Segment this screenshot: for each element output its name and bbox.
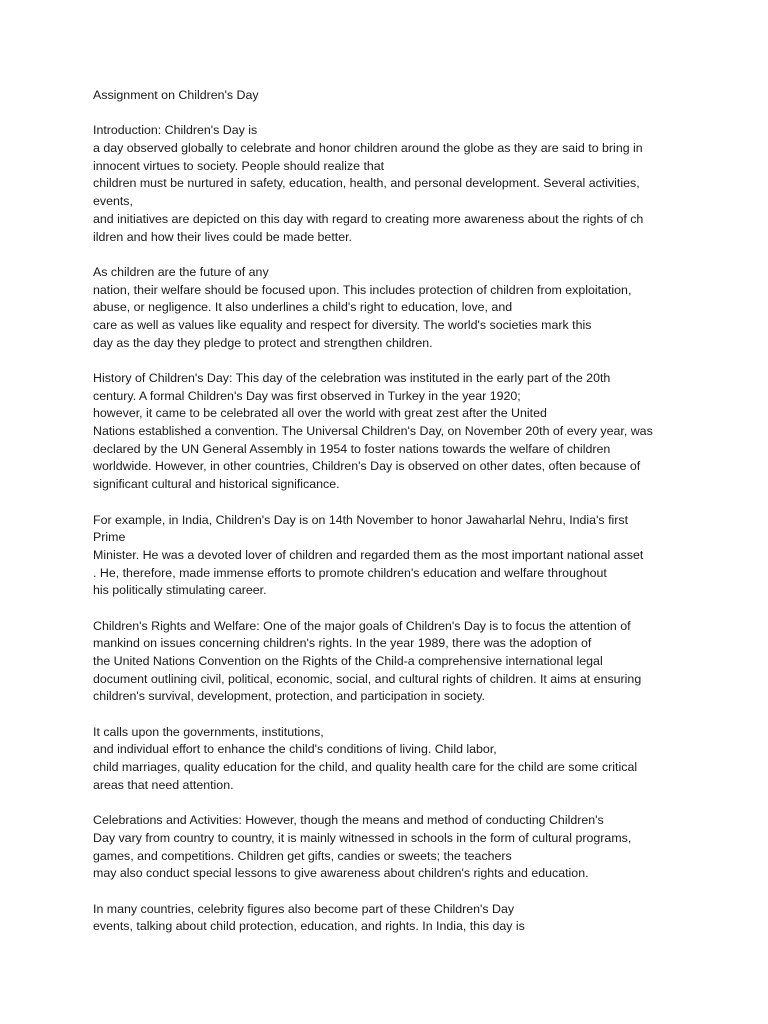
paragraph-line: significant cultural and historical significance. [93, 477, 340, 492]
paragraph-line: children's survival, development, protection, and participation in society. [93, 689, 485, 704]
paragraph-line: his politically stimulating career. [93, 583, 267, 598]
paragraph-line: events, talking about child protection, education, and rights. In India, this day is [93, 919, 525, 934]
paragraph-line: and individual effort to enhance the child's conditions of living. Child labor, [93, 742, 497, 757]
paragraph-line: Day vary from country to country, it is mainly witnessed in schools in the form of cultural programs, [93, 830, 632, 845]
paragraph-line: History of Children's Day: This day of the celebration was instituted in the early part of the 20th [93, 371, 611, 385]
paragraph-line: a day observed globally to celebrate and honor children around the globe as they are said to bring in [93, 141, 643, 156]
paragraph-line: century. A formal Children's Day was first observed in Turkey in the year 1920; [93, 388, 521, 403]
paragraph-line: Nations established a convention. The Universal Children's Day, on November 20th of every year, was [93, 424, 653, 439]
paragraph-line: Prime [93, 530, 126, 545]
paragraph-spacer [93, 706, 693, 724]
paragraph-line: Celebrations and Activities: However, though the means and method of conducting Children's [93, 813, 604, 828]
paragraph-line: document outlining civil, political, economic, social, and cultural rights of children. It aims at ensuring [93, 671, 642, 686]
paragraph-line: As children are the future of any [93, 264, 269, 279]
paragraph-line: innocent virtues to society. People should realize that [93, 158, 385, 173]
paragraph-line: areas that need attention. [93, 777, 234, 792]
paragraph-line: the United Nations Convention on the Rights of the Child-a comprehensive international legal [93, 654, 603, 668]
paragraph-line: Children's Rights and Welfare: One of the major goals of Children's Day is to focus the attention of [93, 618, 631, 633]
paragraph-spacer [93, 600, 693, 618]
paragraph-line: care as well as values like equality and respect for diversity. The world's societies mark this [93, 317, 592, 332]
document-body [93, 87, 693, 936]
paragraph-spacer [93, 494, 693, 512]
paragraph-spacer [93, 352, 693, 370]
paragraph-spacer [93, 105, 693, 123]
paragraph-line: abuse, or negligence. It also underlines a child's right to education, love, and [93, 300, 513, 315]
paragraph-spacer [93, 246, 693, 264]
paragraph-line: games, and competitions. Children get gifts, candies or sweets; the teachers [93, 848, 512, 863]
paragraph-line: and initiatives are depicted on this day with regard to creating more awareness about the rights of ch [93, 211, 644, 226]
paragraph-line: mankind on issues concerning children's rights. In the year 1989, there was the adoption of [93, 636, 592, 651]
paragraph-line: children must be nurtured in safety, education, health, and personal development. Several activities, [93, 176, 640, 191]
paragraph-line: child marriages, quality education for the child, and quality health care for the child are some critical [93, 760, 638, 775]
paragraph-line: For example, in India, Children's Day is on 14th November to honor Jawaharlal Nehru, India's first [93, 512, 629, 527]
paragraph-spacer [93, 883, 693, 901]
paragraph-line: events, [93, 194, 133, 209]
paragraph-line: . He, therefore, made immense efforts to promote children's education and welfare throughout [93, 565, 607, 580]
paragraph-line: Introduction: Children's Day is [93, 123, 258, 138]
paragraph-spacer [93, 795, 693, 813]
paragraph-line: ildren and how their lives could be made better. [93, 229, 352, 244]
paragraph-line: Minister. He was a devoted lover of children and regarded them as the most important national asset [93, 547, 644, 562]
paragraph-line: It calls upon the governments, institutions, [93, 724, 324, 739]
paragraph-line: declared by the UN General Assembly in 1954 to foster nations towards the welfare of children [93, 441, 611, 456]
paragraph-line: nation, their welfare should be focused upon. This includes protection of children from exploitation, [93, 282, 632, 297]
paragraph-line: In many countries, celebrity figures also become part of these Children's Day [93, 901, 515, 916]
paragraph-line: worldwide. However, in other countries, Children's Day is observed on other dates, often because of [93, 459, 641, 474]
paragraph-line: day as the day they pledge to protect and strengthen children. [93, 335, 433, 350]
document-title: Assignment on Children's Day [93, 88, 259, 102]
paragraph-line: however, it came to be celebrated all over the world with great zest after the United [93, 406, 547, 421]
paragraph-line: may also conduct special lessons to give awareness about children's rights and education. [93, 866, 589, 881]
